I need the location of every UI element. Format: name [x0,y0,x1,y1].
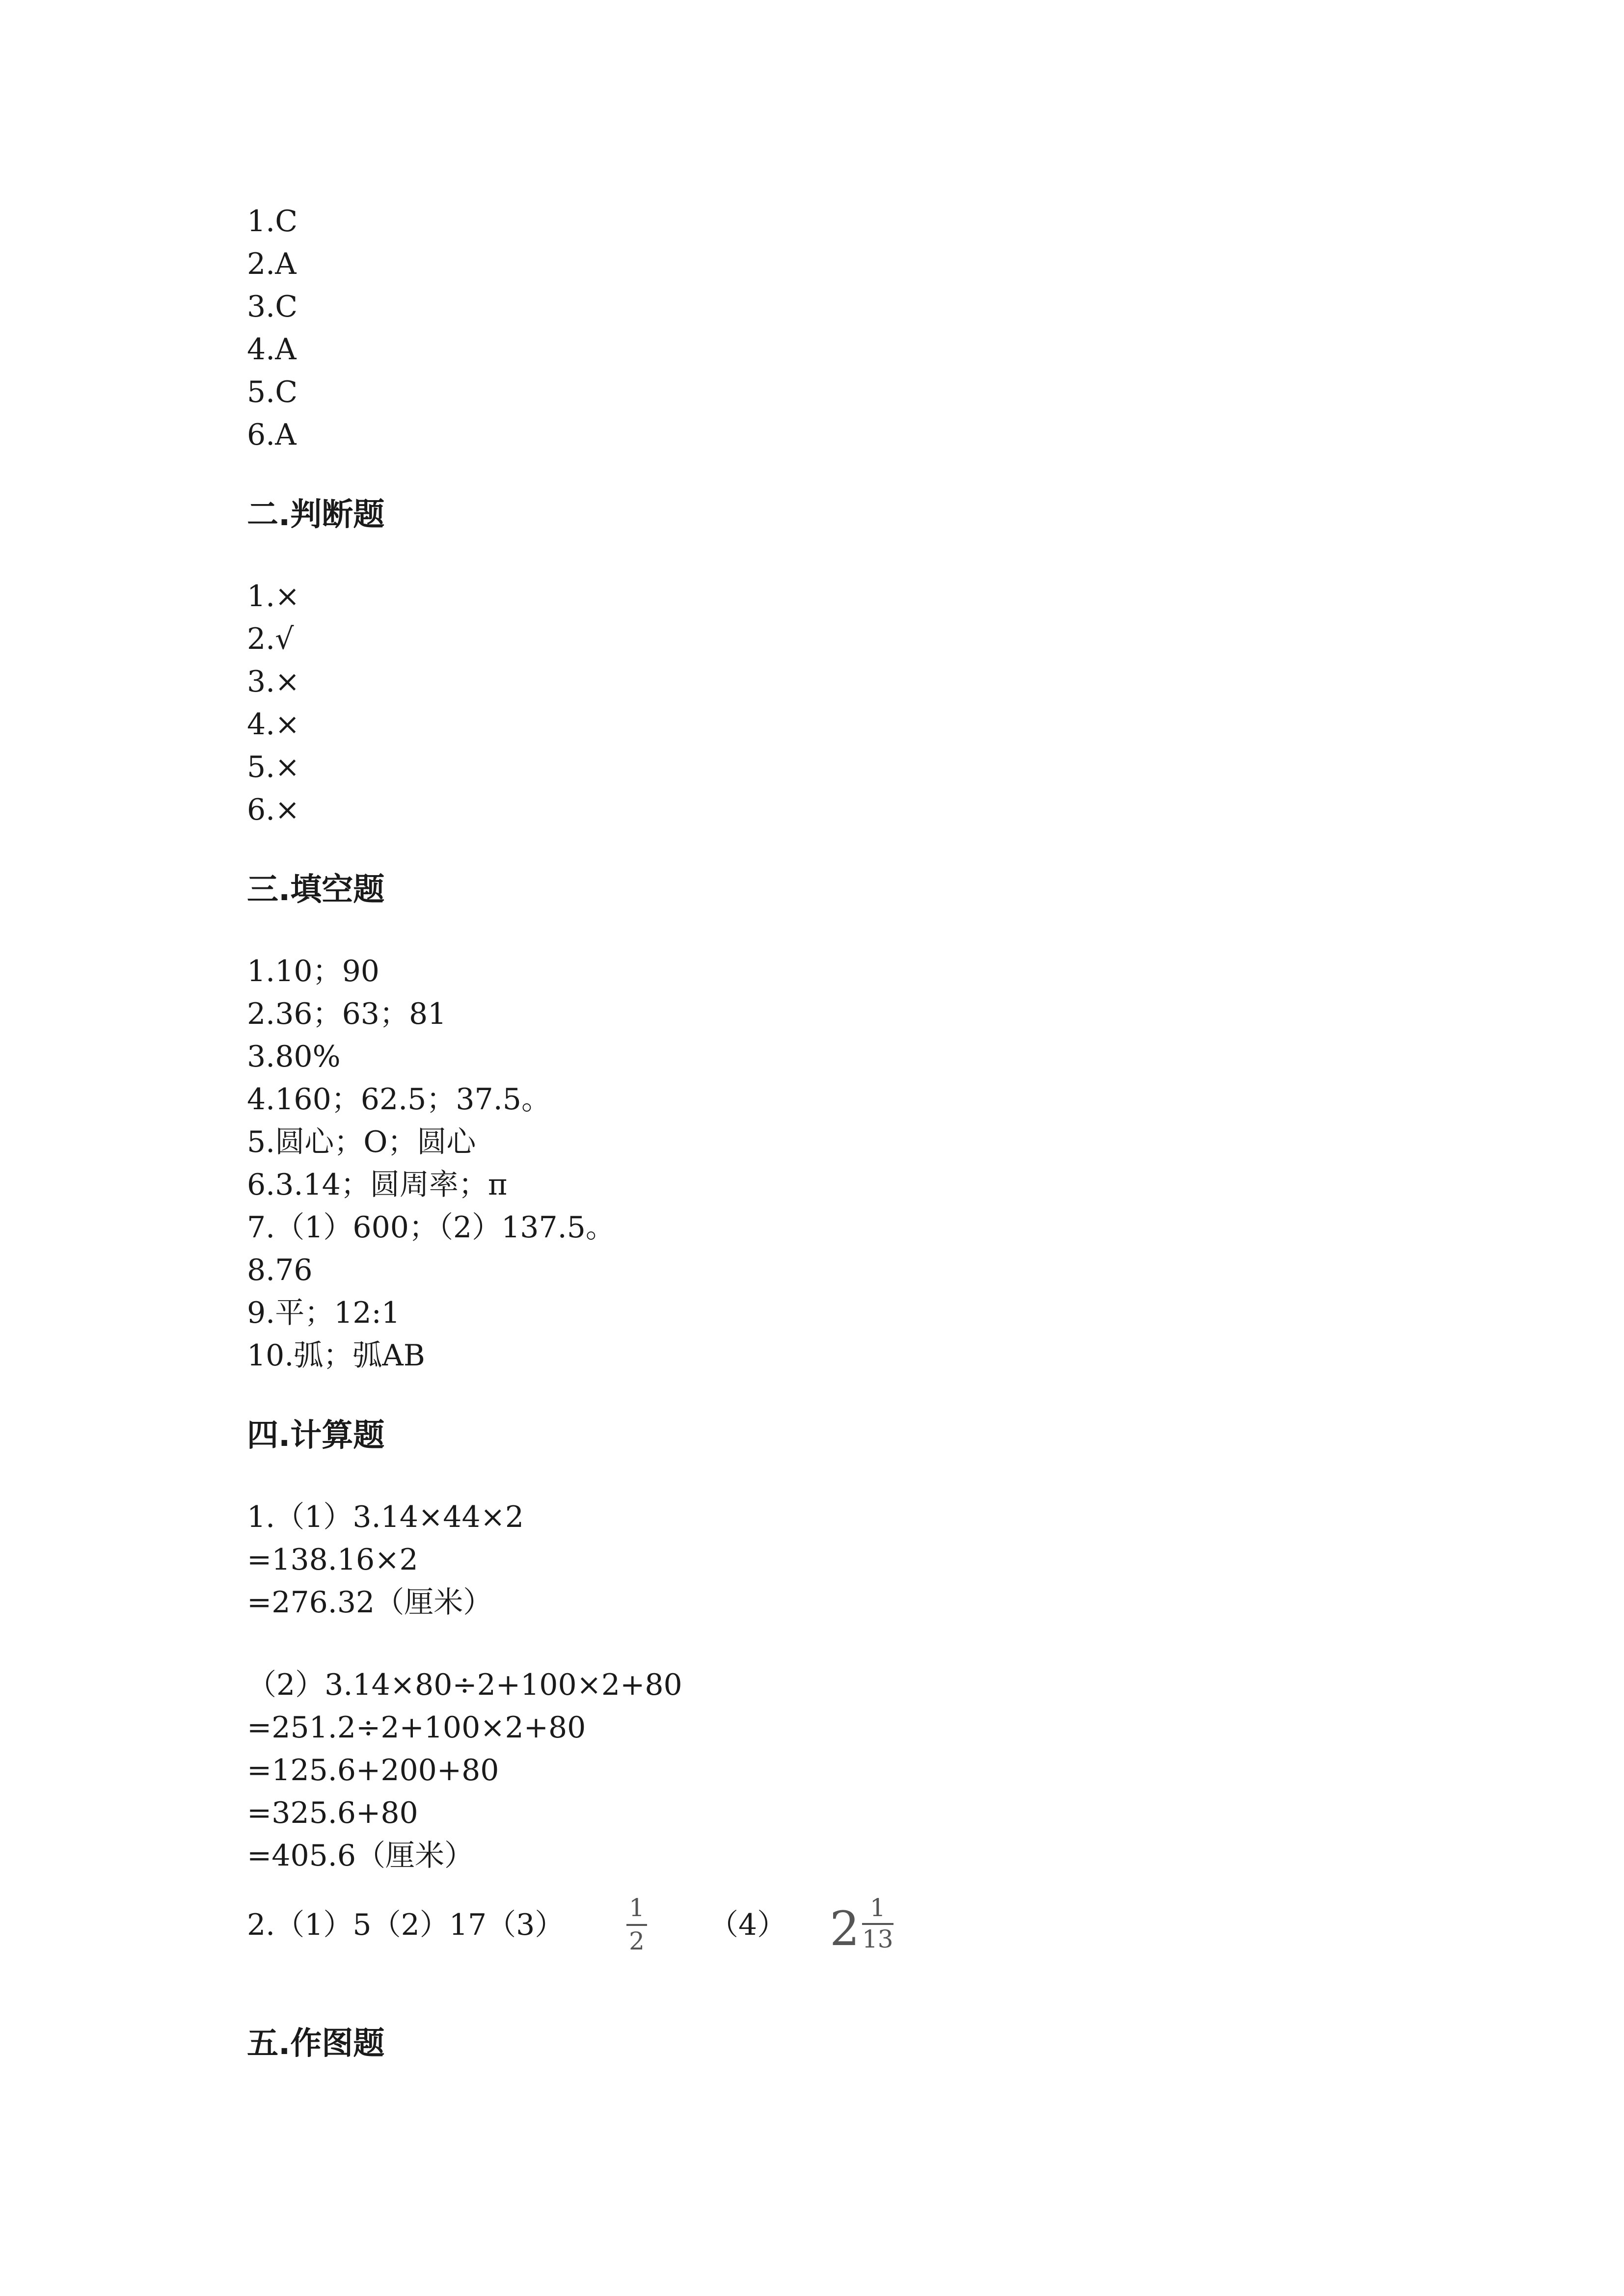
judgment-answer-1: 1.× [247,579,300,614]
judgment-answer-3: 3.× [247,665,300,699]
fraction-one-half [626,1896,647,1953]
mixed-whole: 2 [830,1901,860,1956]
calc-q1-part1-line2: =138.16×2 [247,1543,418,1577]
fill-answer-6: 6.3.14；圆周率；π [247,1168,508,1202]
fill-answer-2: 2.36；63；81 [247,997,447,1031]
fill-answer-10: 10.弧；弧AB [247,1338,425,1373]
choice-answer-1: 1.C [247,204,298,239]
choice-answer-4: 4.A [247,332,297,367]
fraction-bar [626,1924,647,1926]
choice-answer-2: 2.A [247,247,297,281]
mixed-denominator: 13 [862,1925,893,1953]
choice-answer-6: 6.A [247,418,297,452]
choice-answer-5: 5.C [247,375,298,409]
calc-q1-part2-line4: =325.6+80 [247,1796,418,1830]
calc-q1-part2-line3: =125.6+200+80 [247,1753,499,1788]
choice-answer-3: 3.C [247,290,298,324]
calc-q1-part2-line2: =251.2÷2+100×2+80 [247,1710,586,1745]
fill-answer-3: 3.80% [247,1040,341,1074]
judgment-answer-4: 4.× [247,707,300,742]
fill-answer-9: 9.平；12:1 [247,1296,400,1330]
calc-q1-part2-line5: =405.6（厘米） [247,1839,474,1873]
mixed-number [830,1896,898,1964]
fill-answer-1: 1.10；90 [247,954,379,988]
mixed-numerator: 1 [869,1894,886,1922]
mixed-fraction [862,1896,893,1951]
fill-answer-5: 5.圆心；O；圆心 [247,1125,476,1159]
section-heading-judgment: 二.判断题 [247,497,385,533]
calc-q1-part2-line1: （2）3.14×80÷2+100×2+80 [247,1668,682,1702]
fill-answer-4: 4.160；62.5；37.5。 [247,1082,551,1117]
calc-q1-part1-line1: 1.（1）3.14×44×2 [247,1500,524,1534]
judgment-answer-2: 2.√ [247,622,294,656]
section-heading-drawing: 五.作图题 [247,2026,385,2062]
calc-q2-text: 2.（1）5（2）17（3） [247,1908,565,1942]
section-heading-fill-blank: 三.填空题 [247,872,385,908]
section-heading-calculation: 四.计算题 [247,1417,385,1454]
judgment-answer-5: 5.× [247,750,300,784]
fill-answer-7: 7.（1）600；（2）137.5。 [247,1210,615,1245]
fill-answer-8: 8.76 [247,1253,313,1287]
calc-q1-part1-line3: =276.32（厘米） [247,1585,493,1620]
judgment-answer-6: 6.× [247,793,300,827]
fraction-numerator: 1 [629,1894,645,1922]
fraction-denominator: 2 [629,1927,645,1955]
calc-q2-label-4: （4） [709,1908,787,1942]
